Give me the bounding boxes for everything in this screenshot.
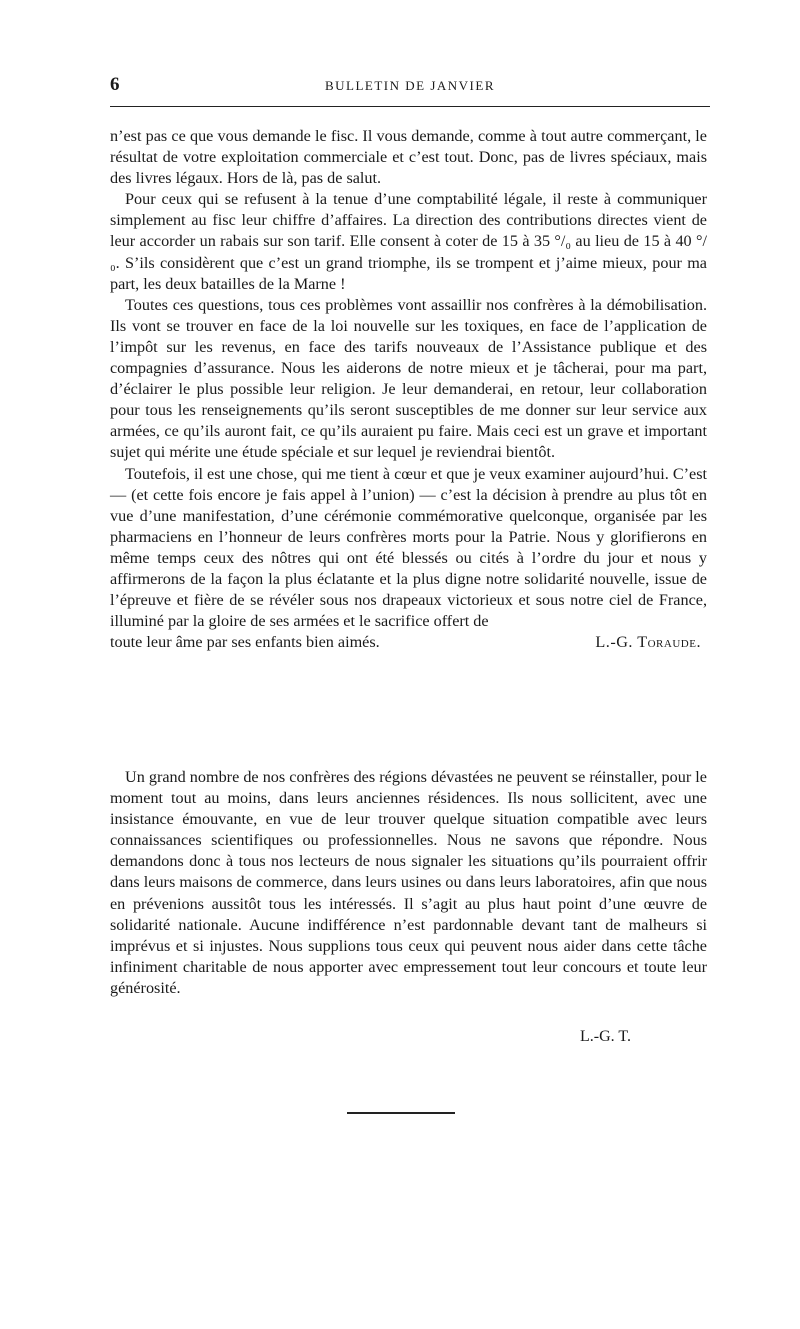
closing-rule — [347, 1112, 455, 1114]
article-paragraph-4-end: toute leur âme par ses enfants bien aimés. — [110, 633, 380, 652]
header-rule — [110, 106, 710, 107]
article-body — [110, 126, 707, 653]
notice-paragraph: Un grand nombre de nos confrères des régions dévastées ne peuvent se réinstaller, pour le moment tout au moins, dans leurs anciennes résidences. Ils nous sollicitent, avec une insistance émouvante, en vue de leur trouver quelque situation compatible avec leurs connaissances scientifiques ou professionnelles. Nous ne savons que répondre. Nous demandons donc à tous nos lecteurs de nous signaler les situations qu’ils pourraient offrir dans leurs maisons de commerce, dans leurs usines ou dans leurs laboratoires, afin que nous en prévenions aussitôt tous les intéressés. Il s’agit au plus haut point d’une œuvre de solidarité nationale. Aucune indifférence n’est pardonnable devant tant de malheurs si imprévus et si injustes. Nous supplions tous ceux qui peuvent nous aider dans cette tâche infiniment charitable de nous apporter avec empressement tout leur concours et toute leur générosité. — [110, 768, 707, 997]
article-paragraph-3: Toutes ces questions, tous ces problèmes vont assaillir nos confrères à la démobilisation. Ils vont se trouver en face de la loi nouvelle sur les toxiques, en face de l’application de l’impôt sur les revenus, en face des tarifs nouveaux de l’Assistance publique et des compagnies d’assurance. Nous les aiderons de notre mieux et je tâcherai, pour ma part, d’éclairer le plus possible leur religion. Je leur demanderai, en retour, leur collaboration pour tous les renseignements qu’ils seront susceptibles de me donner sur leur service aux armées, ce qu’ils auront fait, ce qu’ils auraient pu faire. Mais ceci est un grave et important sujet qui mérite une étude spéciale et sur lequel je reviendrai bientôt. — [110, 295, 707, 462]
notice-body — [110, 767, 707, 999]
author-signature: L.-G. Toraude. — [595, 633, 701, 652]
article-paragraph-4: Toutefois, il est une chose, qui me tient à cœur et que je veux examiner aujourd’hui. C’est — (et cette fois encore je fais appel à l’union) — c’est la décision à prendre au plus tôt en vue d’une manifestation, d’une cérémonie commémorative quelconque, organisée par les pharmaciens en l’honneur de leurs confrères morts pour la Patrie. Nous y glorifierons en même temps ceux des nôtres qui ont été blessés ou cités à l’ordre du jour et nous y affirmerons de la façon la plus éclatante et la plus digne notre solidarité nouvelle, issue de l’épreuve et fière de se révéler sous nos drapeaux victorieux et sous notre ciel de France, illuminé par la gloire de ses armées et le sacrifice offert de — [110, 464, 707, 631]
page-number: 6 — [110, 74, 120, 95]
running-title: BULLETIN DE JANVIER — [324, 78, 496, 93]
notice-signature: L.-G. T. — [580, 1028, 631, 1045]
article-paragraph-2: Pour ceux qui se refusent à la tenue d’une comptabilité légale, il reste à communiquer simplement au fisc leur chiffre d’affaires. La direction des contributions directes vient de leur accorder un rabais sur son tarif. Elle consent à coter de 15 à 35 °/₀ au lieu de 15 à 40 °/₀. S’ils considèrent que c’est un grand triomphe, ils se trompent et j’aime mieux, pour ma part, les deux batailles de la Marne ! — [110, 190, 707, 293]
page-header — [110, 74, 710, 100]
article-paragraph-1: n’est pas ce que vous demande le fisc. Il vous demande, comme à tout autre commerçant, le résultat de votre exploitation commerciale et c’est tout. Donc, pas de livres spéciaux, mais des livres légaux. Hors de là, pas de salut. — [110, 127, 707, 188]
article-closing-line — [110, 632, 707, 653]
